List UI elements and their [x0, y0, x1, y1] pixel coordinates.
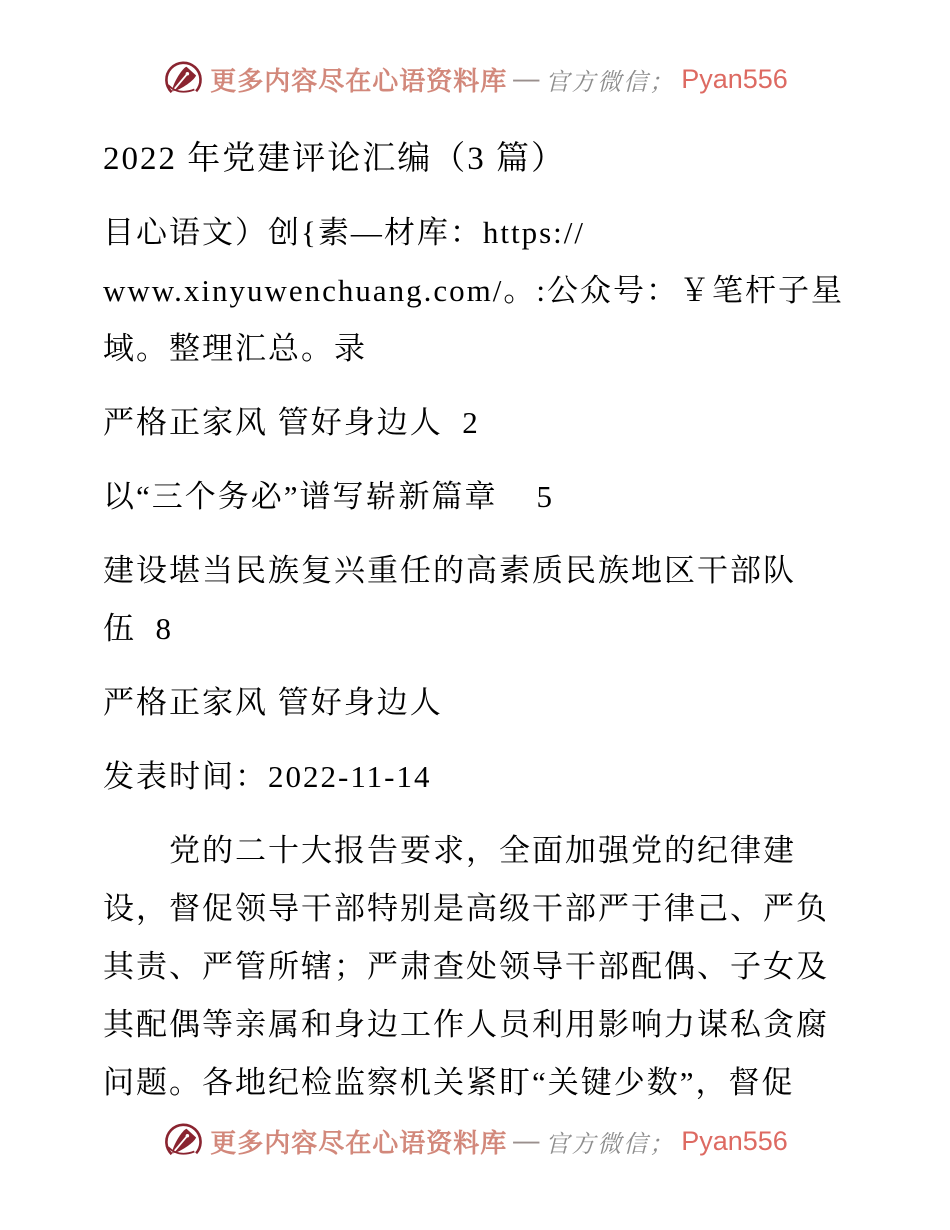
footer-banner: [0, 1120, 950, 1162]
document-title: 2022 年党建评论汇编（3 篇）: [103, 141, 566, 177]
body-line: 设，督促领导干部特别是高级干部严于律己、严负: [103, 891, 829, 926]
banner-slogan: 更多内容尽在心语资料库: [210, 1128, 508, 1158]
body-line: 其责、严管所辖；严肃查处领导干部配偶、子女及: [103, 949, 829, 984]
header-banner: [0, 0, 950, 100]
document-content: [0, 100, 950, 1112]
source-note-line: 域。整理汇总。录: [103, 331, 367, 366]
toc-entry-line: 严格正家风 管好身边人 2: [103, 405, 480, 440]
body-line: 党的二十大报告要求，全面加强党的纪律建: [169, 833, 796, 868]
wechat-id: Pyan556: [681, 63, 788, 94]
source-note-line: www.xinyuwenchuang.com/。:公众号：￥笔杆子星: [103, 273, 845, 308]
publish-date-paragraph: [103, 748, 858, 806]
article-heading: 严格正家风 管好身边人: [103, 685, 443, 720]
article-body-paragraph: [103, 822, 858, 1112]
article-heading-paragraph: [103, 674, 858, 732]
source-note-line: 目心语文）创{素—材库：https://: [103, 215, 586, 250]
source-note-paragraph: [103, 204, 858, 378]
publish-date: 发表时间：2022-11-14: [103, 759, 432, 794]
wechat-label: 官方微信；: [545, 1131, 676, 1158]
toc-entry-2: [103, 468, 858, 526]
banner-dash: —: [513, 1126, 540, 1155]
toc-entry-line: 以“三个务必”谱写崭新篇章 5: [103, 479, 555, 514]
xinyu-pen-logo-icon: [162, 1120, 204, 1162]
xinyu-pen-logo-icon: [162, 58, 204, 100]
wechat-id: Pyan556: [681, 1125, 788, 1156]
body-line: 其配偶等亲属和身边工作人员利用影响力谋私贪腐: [103, 1007, 829, 1042]
banner-dash: —: [513, 64, 540, 93]
wechat-label: 官方微信；: [545, 69, 676, 96]
toc-entry-line: 建设堪当民族复兴重任的高素质民族地区干部队: [103, 553, 796, 588]
banner-slogan: 更多内容尽在心语资料库: [210, 66, 508, 96]
toc-entry-line: 伍 8: [103, 611, 173, 646]
toc-entry-3: [103, 542, 858, 658]
toc-entry-1: [103, 394, 858, 452]
body-line: 问题。各地纪检监察机关紧盯“关键少数”，督促: [103, 1065, 795, 1100]
